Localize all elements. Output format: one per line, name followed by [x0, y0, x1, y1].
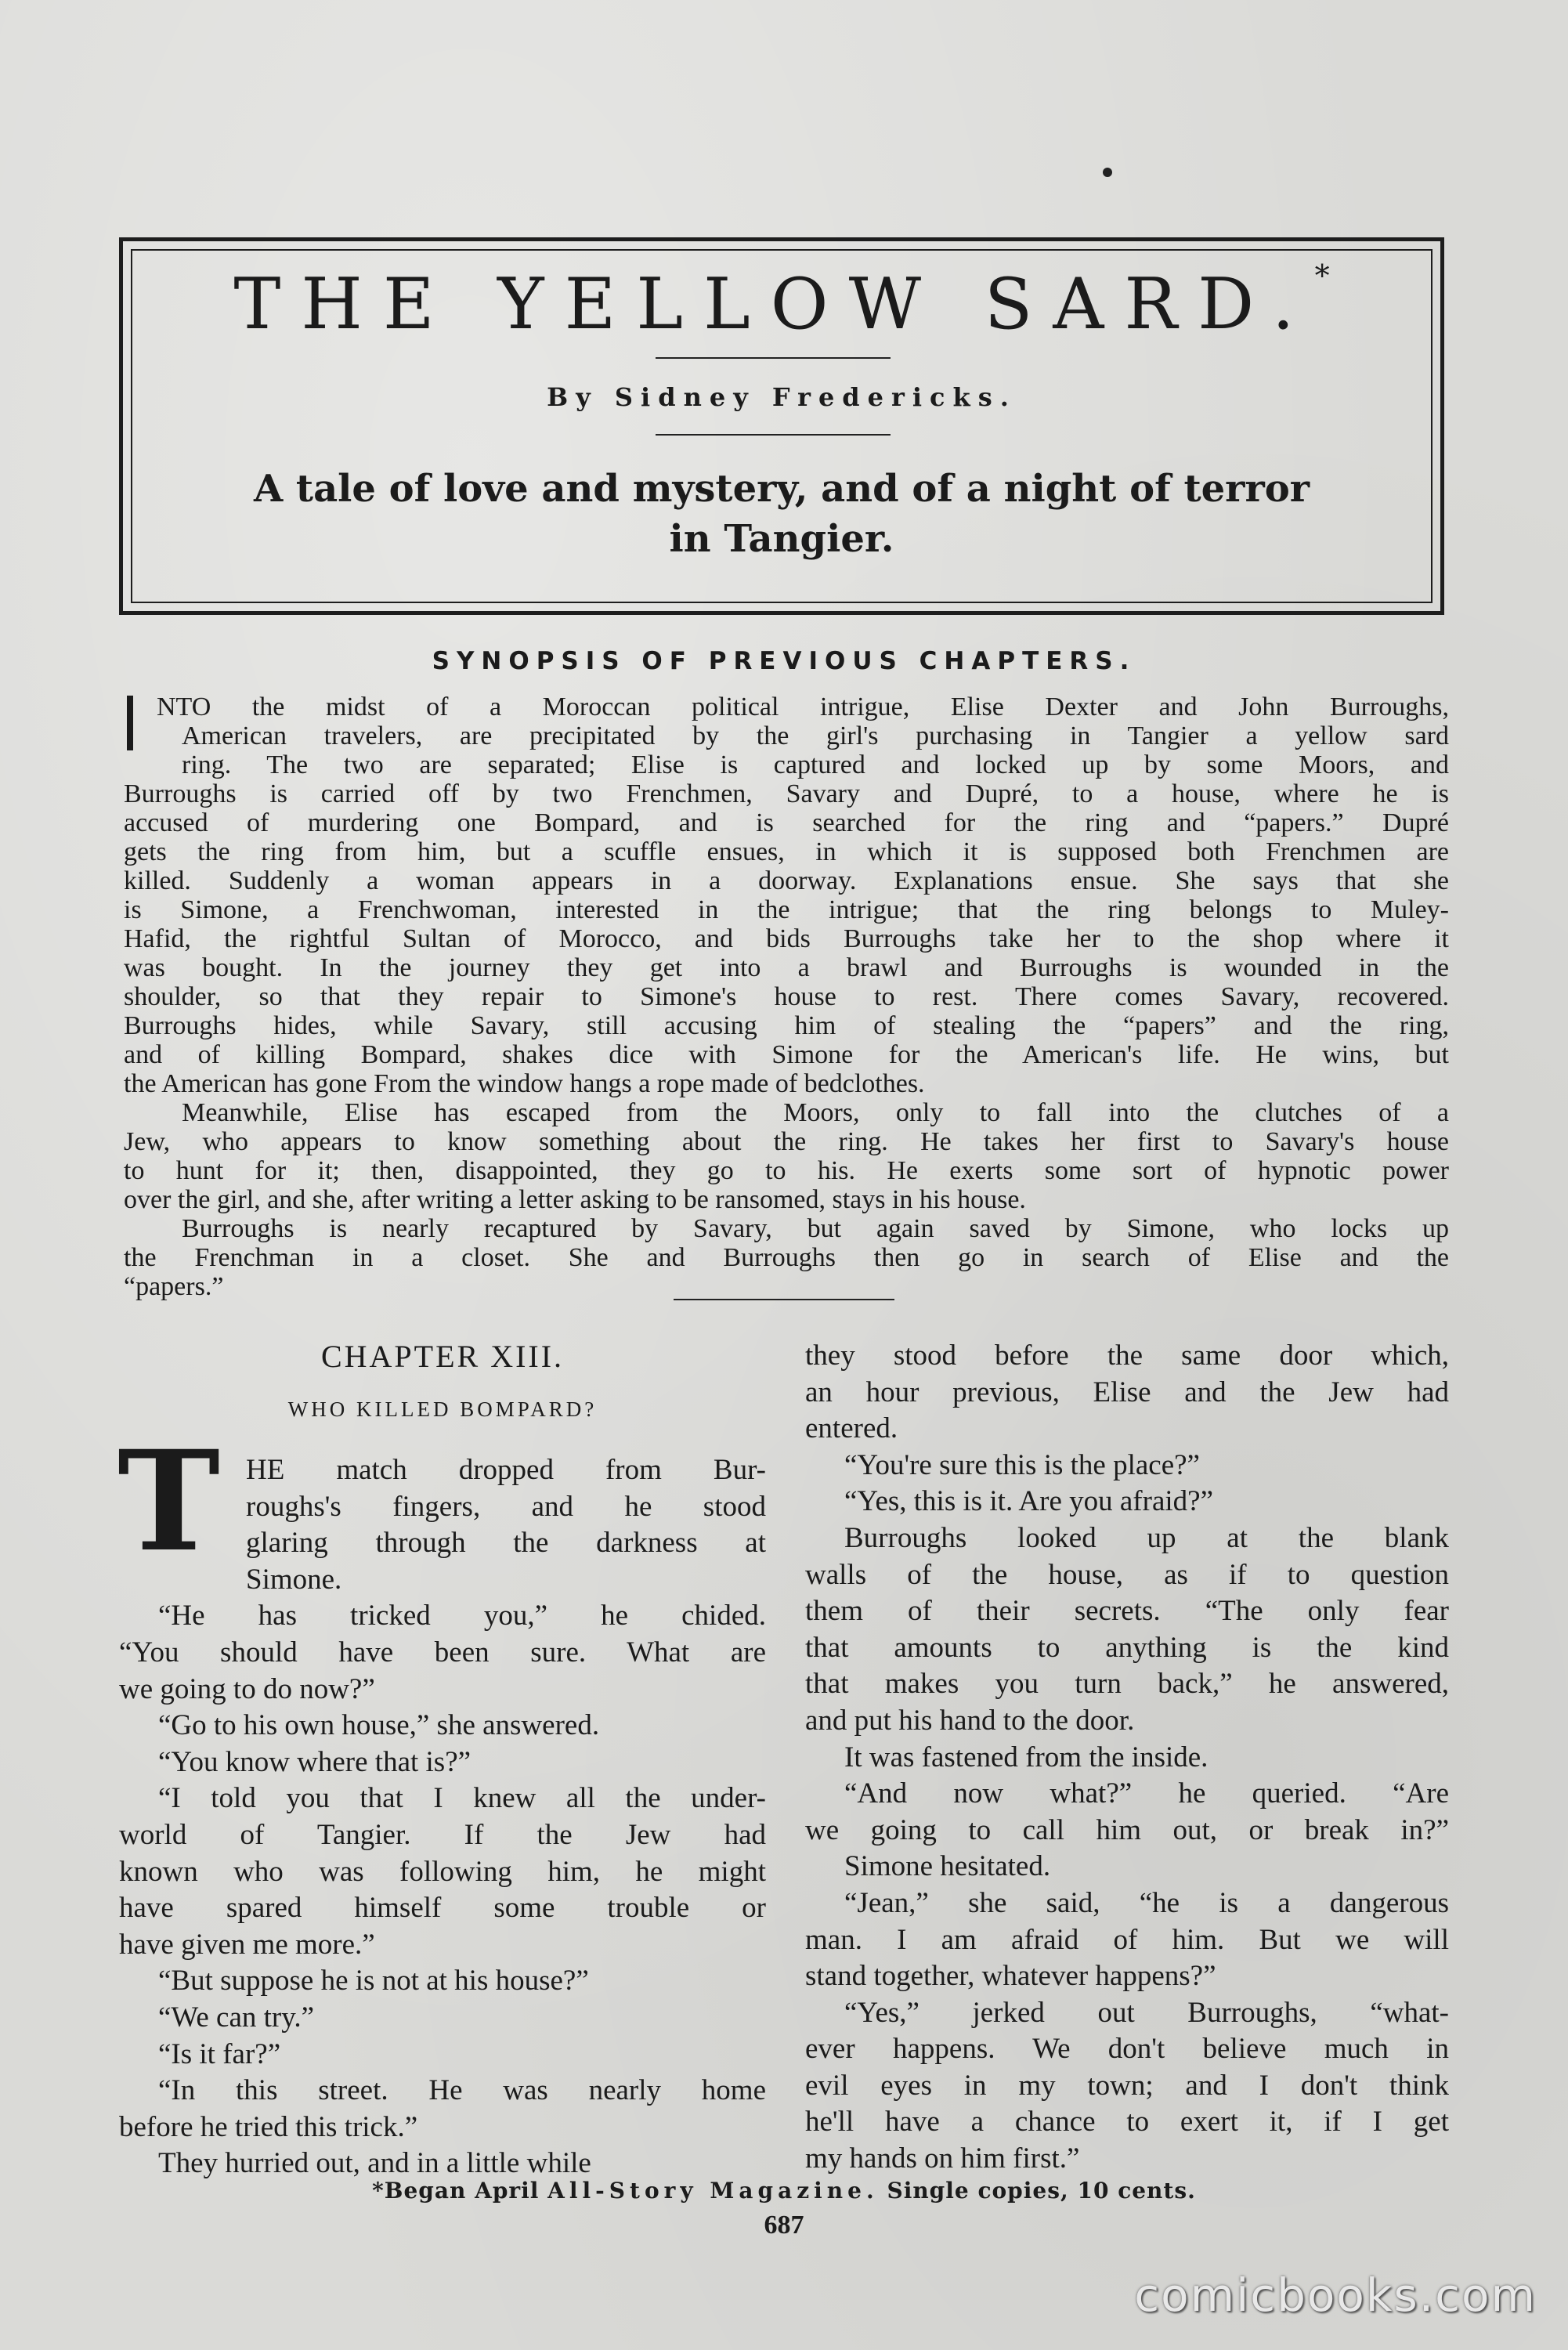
- synopsis-line: Hafid, the rightful Sultan of Morocco, and bids Burroughs take her to the shop where it: [124, 924, 1449, 953]
- column-line: we going to do now?”: [119, 1672, 375, 1705]
- title-footnote-mark: *: [1314, 258, 1330, 293]
- column-line: “In this street. He was nearly home: [158, 2074, 766, 2107]
- column-line: Simone hesitated.: [844, 1850, 1051, 1883]
- page-number: 687: [764, 2211, 804, 2240]
- column-line: “You should have been sure. What are: [119, 1636, 766, 1668]
- column-line: that makes you turn back,” he answered,: [805, 1668, 1449, 1701]
- watermark: comicbooks.com: [1134, 2269, 1537, 2322]
- synopsis-line: the American has gone From the window hangs a rope made of bedclothes.: [124, 1069, 925, 1098]
- footnote-magazine: All-Story Magazine.: [547, 2178, 879, 2204]
- column-line: evil eyes in my town; and I don't think: [805, 2069, 1449, 2102]
- column-line: entered.: [805, 1412, 898, 1445]
- ink-spot: [1103, 168, 1112, 177]
- title-rule: [656, 357, 891, 359]
- column-line: before he tried this trick.”: [119, 2110, 418, 2143]
- column-line: “Yes,” jerked out Burroughs, “what-: [844, 1996, 1449, 2029]
- column-line: “And now what?” he queried. “Are: [844, 1777, 1449, 1810]
- column-line: them of their secrets. “The only fear: [805, 1595, 1449, 1628]
- synopsis-line: accused of murdering one Bompard, and is searched for the ring and “papers.” Dupré: [124, 808, 1449, 837]
- chapter-heading: CHAPTER XIII.: [320, 1339, 565, 1374]
- synopsis-line: ring. The two are separated; Elise is captured and locked up by some Moors, and: [182, 750, 1449, 779]
- byline-rule: [656, 434, 891, 436]
- synopsis-body: [124, 692, 1449, 1301]
- tagline: [123, 464, 1440, 564]
- synopsis-line: over the girl, and she, after writing a letter asking to be ransomed, stays in his house.: [124, 1185, 1026, 1214]
- story-title-text: THE YELLOW SARD.: [233, 263, 1315, 345]
- column-line: glaring through the darkness at: [246, 1527, 766, 1560]
- tagline-line: in Tangier.: [669, 517, 894, 561]
- column-line: we going to call him out, or break in?”: [805, 1813, 1449, 1846]
- left-column: [119, 1452, 766, 2182]
- synopsis-heading: SYNOPSIS OF PREVIOUS CHAPTERS.: [432, 647, 1136, 675]
- story-title: [123, 258, 1440, 345]
- synopsis-line: was bought. In the journey they get into a brawl and Burroughs is wounded in the: [124, 953, 1449, 982]
- column-line: “You're sure this is the place?”: [844, 1448, 1200, 1481]
- column-line: It was fastened from the inside.: [844, 1741, 1209, 1773]
- column-line: “Is it far?”: [158, 2037, 281, 2070]
- column-line: ever happens. We don't believe much in: [805, 2033, 1449, 2066]
- column-line: They hurried out, and in a little while: [158, 2147, 591, 2180]
- column-line: have spared himself some trouble or: [119, 1892, 766, 1925]
- column-line: “We can try.”: [158, 2001, 315, 2034]
- footnote-prefix: *Began April: [372, 2178, 540, 2204]
- column-line: and put his hand to the door.: [805, 1704, 1135, 1737]
- byline: By Sidney Fredericks.: [547, 382, 1017, 412]
- synopsis-line: Burroughs is carried off by two Frenchmen, Savary and Dupré, to a house, where he is: [124, 779, 1449, 808]
- column-line: that amounts to anything is the kind: [805, 1631, 1449, 1664]
- column-line: HE match dropped from Bur-: [246, 1454, 766, 1486]
- synopsis-line: Burroughs hides, while Savary, still accusing him of stealing the “papers” and the ring,: [124, 1011, 1449, 1040]
- chapter-dropcap: T: [117, 1420, 220, 1582]
- column-line: “He has tricked you,” he chided.: [158, 1600, 766, 1632]
- footnote-suffix: Single copies, 10 cents.: [887, 2178, 1196, 2204]
- column-line: known who was following him, he might: [119, 1855, 766, 1888]
- column-line: Burroughs looked up at the blank: [844, 1521, 1449, 1554]
- synopsis-line: NTO the midst of a Moroccan political intrigue, Elise Dexter and John Burroughs,: [157, 692, 1449, 721]
- column-line: an hour previous, Elise and the Jew had: [805, 1376, 1449, 1408]
- synopsis-line: and of killing Bompard, shakes dice with Simone for the American's life. He wins, but: [124, 1040, 1449, 1069]
- column-line: world of Tangier. If the Jew had: [119, 1818, 766, 1851]
- title-box: [119, 237, 1444, 615]
- column-line: “But suppose he is not at his house?”: [158, 1965, 589, 1998]
- synopsis-rule: [674, 1299, 894, 1300]
- tagline-line: A tale of love and mystery, and of a night of terror: [253, 467, 1310, 511]
- column-line: they stood before the same door which,: [805, 1340, 1449, 1372]
- column-line: “Yes, this is it. Are you afraid?”: [844, 1485, 1213, 1518]
- chapter-subtitle: WHO KILLED BOMPARD?: [287, 1397, 598, 1421]
- column-line: “Go to his own house,” she answered.: [158, 1709, 600, 1742]
- footnote: [0, 2178, 1568, 2204]
- column-line: man. I am afraid of him. But we will: [805, 1923, 1449, 1956]
- synopsis-line: the Frenchman in a closet. She and Burroughs then go in search of Elise and the: [124, 1243, 1449, 1272]
- synopsis-line: American travelers, are precipitated by the girl's purchasing in Tangier a yellow sard: [182, 721, 1449, 750]
- synopsis-line: shoulder, so that they repair to Simone's house to rest. There comes Savary, recovered.: [124, 982, 1449, 1011]
- column-line: “Jean,” she said, “he is a dangerous: [844, 1886, 1449, 1919]
- synopsis-line: is Simone, a Frenchwoman, interested in the intrigue; that the ring belongs to Muley-: [124, 895, 1449, 924]
- column-line: walls of the house, as if to question: [805, 1558, 1449, 1591]
- synopsis-line: Jew, who appears to know something about the ring. He takes her first to Savary's house: [124, 1127, 1449, 1156]
- column-line: my hands on him first.”: [805, 2142, 1080, 2175]
- column-line: “I told you that I knew all the under-: [158, 1782, 766, 1815]
- column-line: stand together, whatever happens?”: [805, 1960, 1216, 1993]
- synopsis-line: gets the ring from him, but a scuffle ensues, in which it is supposed both Frenchmen are: [124, 837, 1449, 866]
- synopsis-line: killed. Suddenly a woman appears in a doorway. Explanations ensue. She says that she: [124, 866, 1449, 895]
- synopsis-line: “papers.”: [124, 1272, 224, 1301]
- synopsis-line: to hunt for it; then, disappointed, they go to his. He exerts some sort of hypnotic power: [124, 1156, 1449, 1185]
- right-column: [805, 1338, 1449, 2178]
- column-line: Simone.: [246, 1563, 342, 1596]
- column-line: roughs's fingers, and he stood: [246, 1490, 766, 1523]
- synopsis-line: Burroughs is nearly recaptured by Savary, but again saved by Simone, who locks up: [182, 1214, 1449, 1243]
- column-line: have given me more.”: [119, 1928, 375, 1961]
- synopsis-line: Meanwhile, Elise has escaped from the Moors, only to fall into the clutches of a: [182, 1098, 1449, 1127]
- column-line: “You know where that is?”: [158, 1745, 471, 1778]
- column-line: he'll have a chance to exert it, if I get: [805, 2106, 1449, 2138]
